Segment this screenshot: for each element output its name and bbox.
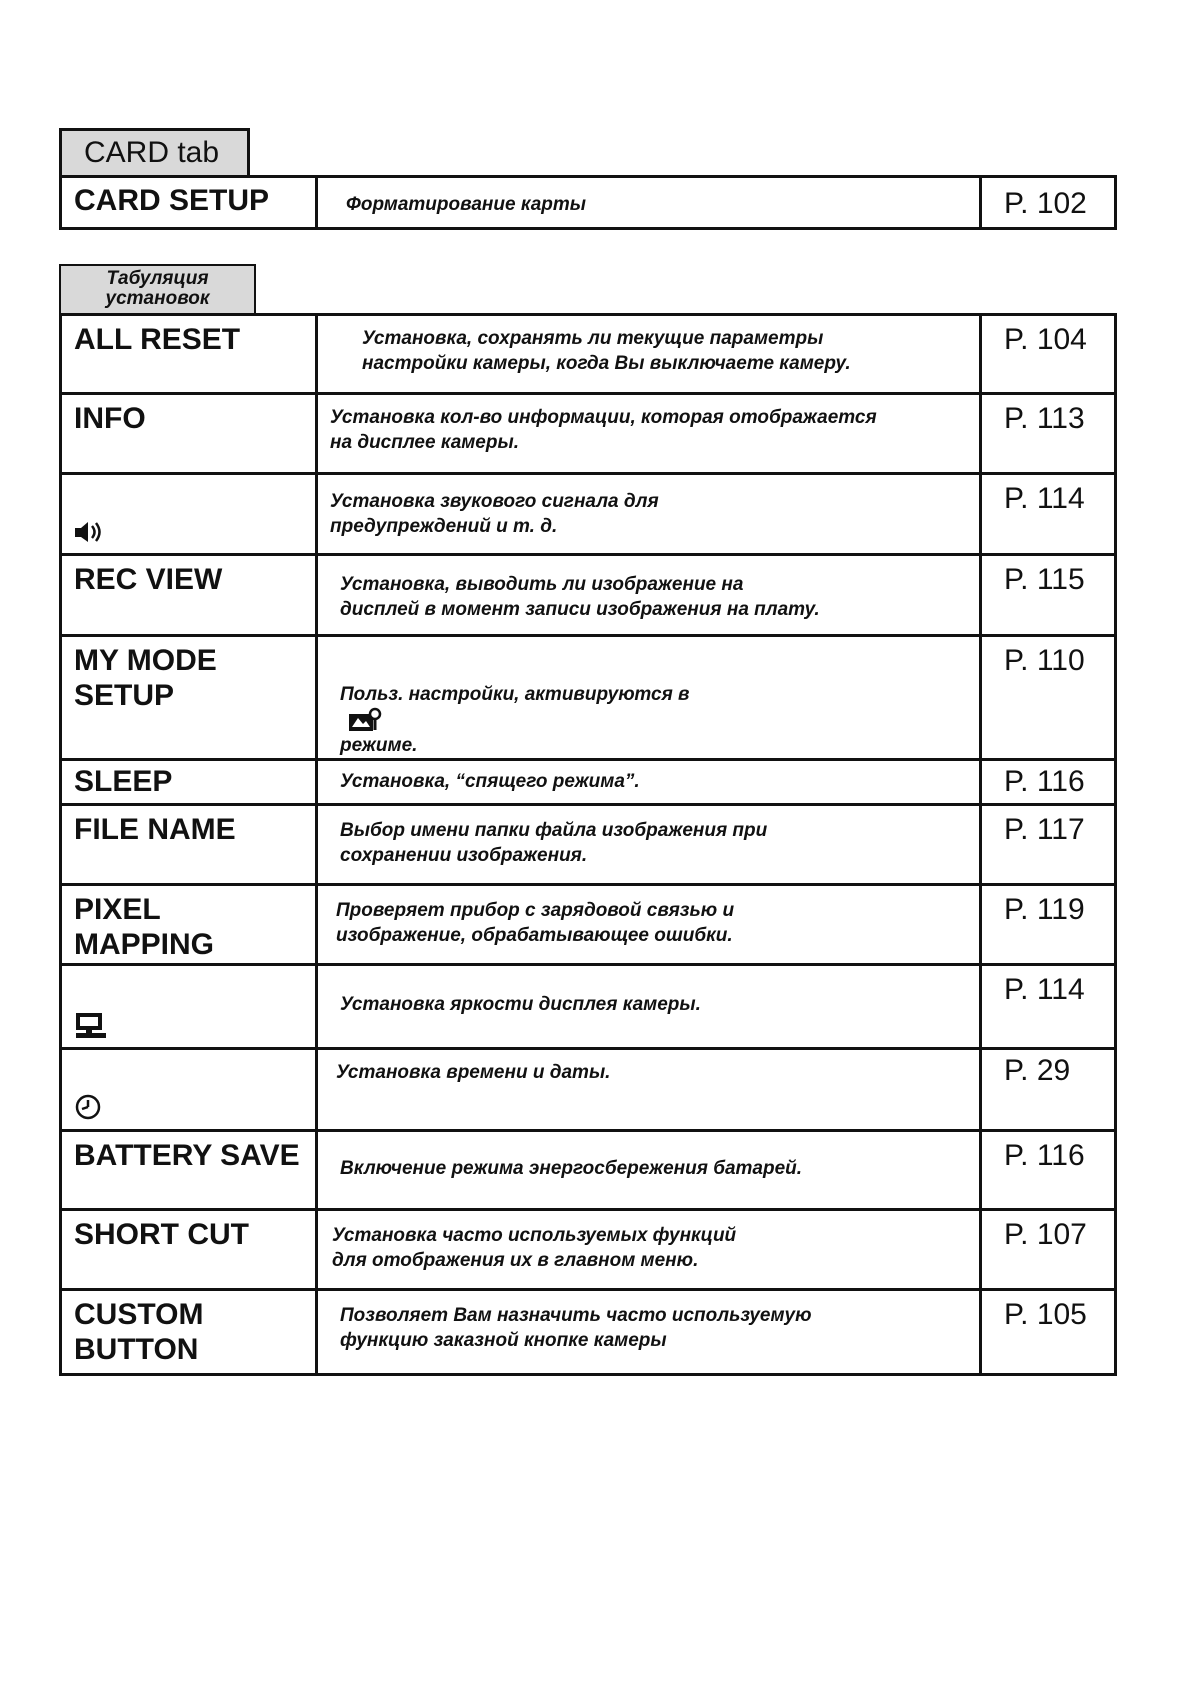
row-desc: Позволяет Вам назначить часто используемую функцию заказной кнопке камеры	[340, 1305, 812, 1351]
row-page: P. 119	[1004, 893, 1085, 926]
row-page: P. 107	[1004, 1218, 1087, 1251]
card-tab-section	[59, 128, 1111, 232]
menu-row-monitor-brightness[interactable]	[61, 965, 1116, 1049]
row-name: PIXEL MAPPING	[74, 893, 215, 961]
setup-tab-section	[59, 264, 1111, 1366]
row-desc: Выбор имени папки файла изображения при сохранении изображения.	[340, 820, 768, 866]
setup-menu-table	[59, 313, 1117, 1376]
menu-row-info[interactable]	[61, 394, 1116, 474]
row-desc: Установка, сохранять ли текущие параметры настройки камеры, когда Вы выключаете камеру.	[362, 328, 851, 374]
row-desc: Проверяет прибор с зарядовой связью и изображение, обрабатывающее ошибки.	[336, 900, 735, 946]
row-page: P. 113	[1004, 402, 1085, 435]
row-name: SLEEP	[74, 765, 173, 798]
setup-tab-label: Табуляция установок	[105, 268, 210, 309]
menu-row-short-cut[interactable]	[61, 1210, 1116, 1290]
row-page: P. 116	[1004, 1139, 1085, 1172]
row-desc-after: режиме.	[340, 735, 418, 756]
row-name: FILE NAME	[74, 813, 236, 846]
row-name: SHORT CUT	[74, 1218, 249, 1251]
menu-row-my-mode-setup[interactable]	[61, 636, 1116, 760]
row-page: P. 104	[1004, 323, 1087, 356]
menu-row-pixel-mapping[interactable]	[61, 885, 1116, 965]
row-desc-cell	[317, 177, 981, 229]
menu-row-sleep[interactable]	[61, 760, 1116, 805]
speaker-icon	[74, 520, 106, 544]
row-name: MY MODE SETUP	[74, 644, 217, 712]
row-desc: Установка кол-во информации, которая отображается на дисплее камеры.	[330, 407, 877, 453]
menu-row-rec-view[interactable]	[61, 555, 1116, 636]
row-page: P. 114	[1004, 482, 1085, 515]
row-desc: Установка яркости дисплея камеры.	[340, 994, 701, 1015]
row-name	[62, 475, 315, 552]
menu-row-beep[interactable]	[61, 474, 1116, 555]
row-name	[62, 1050, 315, 1129]
row-page: P. 117	[1004, 813, 1085, 846]
row-name: CARD SETUP	[74, 184, 270, 217]
row-desc: Установка, “спящего режима”.	[340, 771, 640, 792]
row-desc-before: Польз. настройки, активируются в	[340, 684, 690, 705]
menu-row-all-reset[interactable]	[61, 315, 1116, 394]
row-name: ALL RESET	[74, 323, 241, 356]
my-mode-icon	[348, 707, 382, 733]
card-tab-label: CARD tab	[84, 136, 220, 169]
row-desc: Установка часто используемых функций для отображения их в главном меню.	[332, 1225, 737, 1271]
menu-row-card-setup[interactable]	[61, 177, 1116, 229]
row-page: P. 29	[1004, 1054, 1071, 1087]
row-desc: Установка, выводить ли изображение на дисплей в момент записи изображения на плату.	[340, 574, 820, 620]
row-name: INFO	[74, 402, 146, 435]
card-menu-table	[59, 175, 1117, 230]
row-desc: Установка звукового сигнала для предупреждений и т. д.	[330, 491, 659, 537]
row-page: P. 115	[1004, 563, 1085, 596]
menu-row-file-name[interactable]	[61, 805, 1116, 885]
menu-row-battery-save[interactable]	[61, 1131, 1116, 1210]
row-page: P. 102	[1004, 187, 1087, 220]
menu-row-clock[interactable]	[61, 1049, 1116, 1131]
setup-tab[interactable]	[59, 264, 256, 314]
row-page: P. 116	[1004, 765, 1085, 798]
row-name: CUSTOM BUTTON	[74, 1298, 204, 1366]
row-name-cell	[61, 177, 317, 229]
clock-icon	[74, 1093, 102, 1121]
row-desc: Форматирование карты	[346, 194, 587, 215]
row-name: BATTERY SAVE	[74, 1139, 300, 1172]
row-name: REC VIEW	[74, 563, 223, 596]
card-tab[interactable]	[59, 128, 250, 175]
row-page: P. 114	[1004, 973, 1085, 1006]
row-desc	[318, 637, 979, 758]
menu-row-custom-button[interactable]	[61, 1290, 1116, 1375]
row-desc: Установка времени и даты.	[336, 1062, 611, 1083]
row-page: P. 105	[1004, 1298, 1087, 1331]
row-page-cell	[981, 177, 1116, 229]
row-page: P. 110	[1004, 644, 1085, 677]
row-name	[62, 966, 315, 1047]
row-desc: Включение режима энергосбережения батарей.	[340, 1158, 803, 1179]
monitor-brightness-icon	[74, 1011, 108, 1039]
